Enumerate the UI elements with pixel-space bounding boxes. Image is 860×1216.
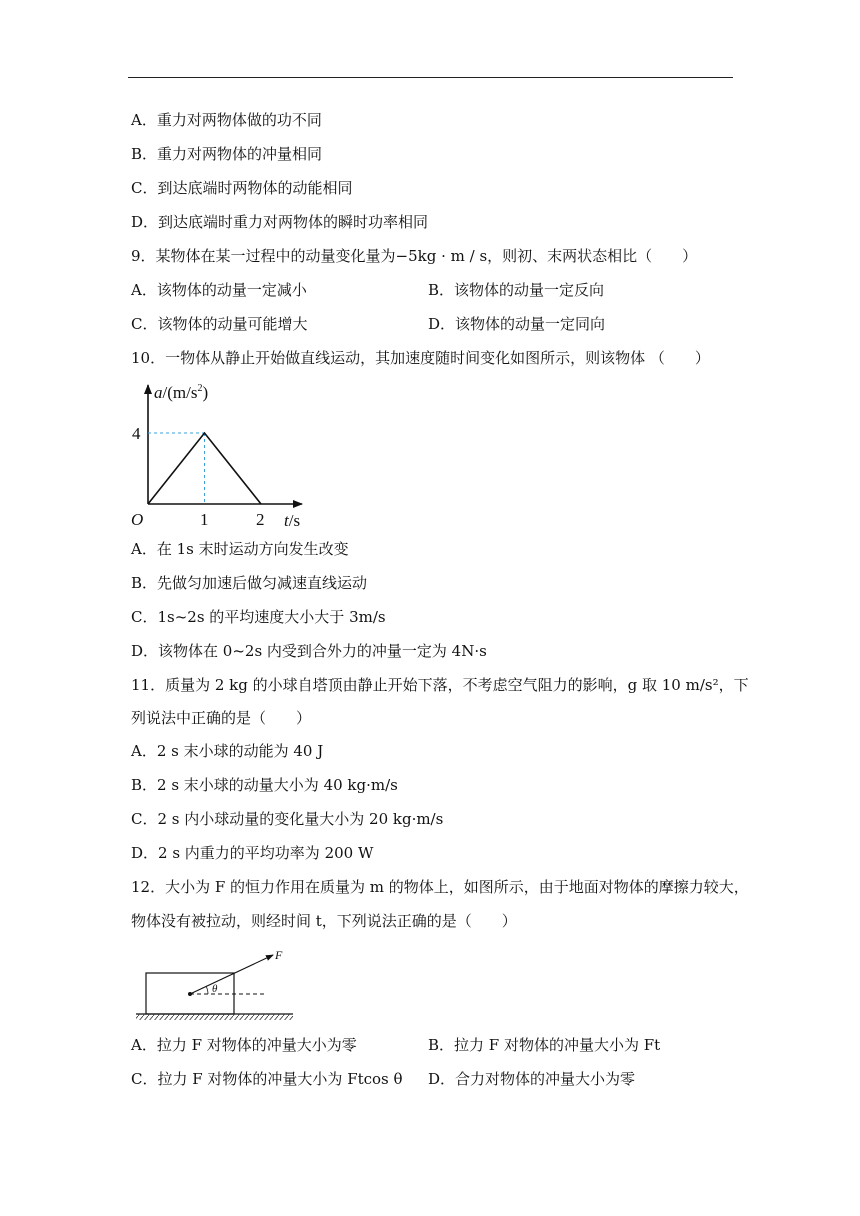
- q10-option-c: C．1s~2s 的平均速度大小大于 3m/s: [131, 608, 386, 626]
- x-tick-1: 1: [200, 510, 209, 529]
- q12-stem-line1: 12．大小为 F 的恒力作用在质量为 m 的物体上，如图所示，由于地面对物体的摩擦力较大，: [131, 878, 749, 896]
- q12-option-d: D．合力对物体的冲量大小为零: [428, 1070, 636, 1088]
- ground-hatch: [136, 1014, 293, 1020]
- q10-option-a: A．在 1s 末时运动方向发生改变: [131, 540, 349, 558]
- angle-arc: [206, 986, 208, 994]
- q8-option-a: A．重力对两物体做的功不同: [131, 111, 322, 129]
- force-block-figure: [128, 944, 298, 1026]
- header-rule: [128, 77, 733, 78]
- q12-option-c: C．拉力 F 对物体的冲量大小为 Ftcos θ: [131, 1070, 403, 1088]
- q11-option-a: A．2 s 末小球的动能为 40 J: [131, 742, 324, 760]
- q8-option-c: C．到达底端时两物体的动能相同: [131, 179, 353, 197]
- q11-option-b: B．2 s 末小球的动量大小为 40 kg·m/s: [131, 776, 398, 794]
- q12-option-a: A．拉力 F 对物体的冲量大小为零: [131, 1036, 357, 1054]
- y-axis-label: $a/(m/s^2)$: [154, 383, 209, 402]
- x-tick-2: 2: [256, 510, 265, 529]
- q11-option-c: C．2 s 内小球动量的变化量大小为 20 kg·m/s: [131, 810, 444, 828]
- q8-option-b: B．重力对两物体的冲量相同: [131, 145, 323, 163]
- force-label: F: [275, 948, 283, 962]
- q9-option-c: C．该物体的动量可能增大: [131, 315, 308, 333]
- force-arrow: [190, 955, 273, 994]
- q12-stem-line2: 物体没有被拉动，则经时间 t，下列说法正确的是（ ）: [131, 912, 517, 930]
- q10-stem: 10．一物体从静止开始做直线运动，其加速度随时间变化如图所示，则该物体 （ ）: [131, 349, 710, 367]
- q10-option-b: B．先做匀加速后做匀减速直线运动: [131, 574, 368, 592]
- x-axis-label: t/s: [284, 511, 301, 530]
- q12-option-b: B．拉力 F 对物体的冲量大小为 Ft: [428, 1036, 661, 1054]
- q9-option-d: D．该物体的动量一定同向: [428, 315, 606, 333]
- q9-stem: 9．某物体在某一过程中的动量变化量为−5kg · m / s，则初、末两状态相比（ ）: [131, 247, 698, 265]
- y-tick-4: 4: [132, 424, 141, 443]
- acceleration-time-graph: [126, 375, 316, 535]
- application-point: [188, 992, 192, 996]
- origin-label: O: [131, 510, 144, 529]
- q11-stem-line2: 列说法中正确的是（ ）: [131, 709, 312, 727]
- q8-option-d: D．到达底端时重力对两物体的瞬时功率相同: [131, 213, 429, 231]
- q11-option-d: D．2 s 内重力的平均功率为 200 W: [131, 844, 374, 862]
- q11-stem-line1: 11．质量为 2 kg 的小球自塔顶由静止开始下落，不考虑空气阻力的影响，g 取 10 m/s²，下: [131, 676, 749, 694]
- angle-label: θ: [212, 983, 218, 995]
- q9-option-a: A．该物体的动量一定减小: [131, 281, 307, 299]
- q10-option-d: D．该物体在 0~2s 内受到合外力的冲量一定为 4N·s: [131, 642, 487, 660]
- q9-option-b: B．该物体的动量一定反向: [428, 281, 605, 299]
